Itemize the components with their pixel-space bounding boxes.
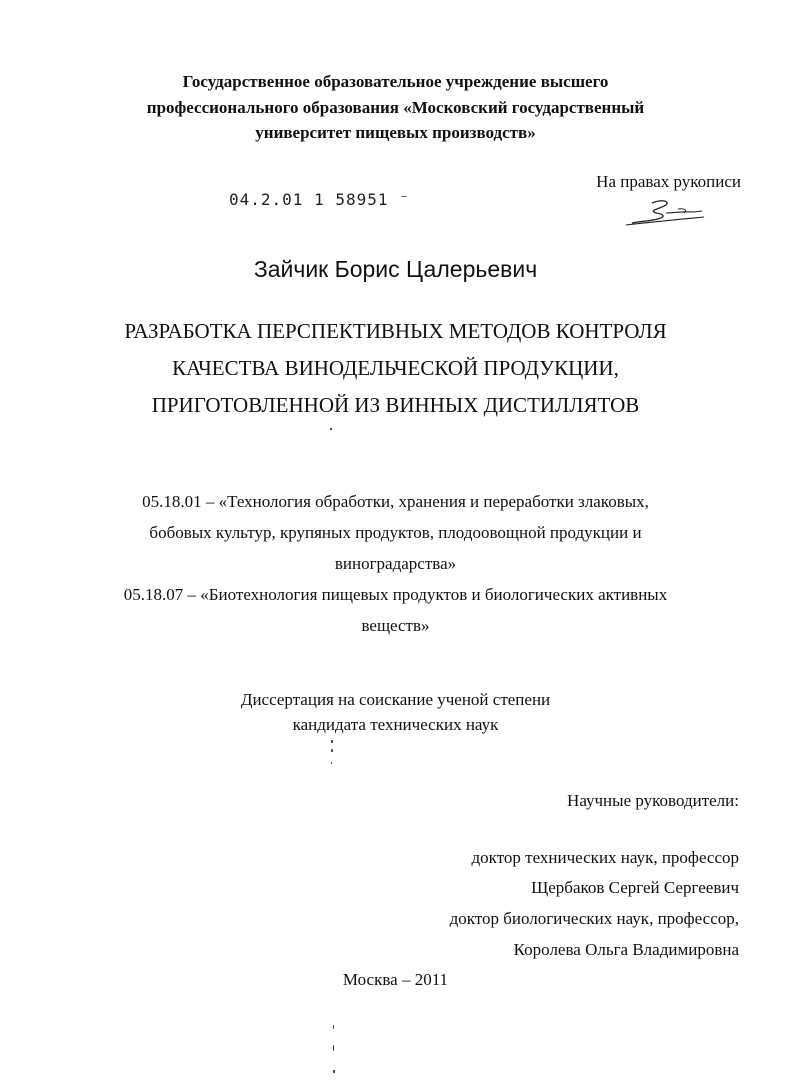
scan-speck	[333, 1045, 334, 1051]
scan-speck	[331, 749, 333, 752]
scan-speck	[331, 740, 333, 743]
scan-speck	[333, 1070, 335, 1073]
author-name: Зайчик Борис Цалерьевич	[253, 256, 538, 282]
supervisor-2-name: Королева Ольга Владимировна	[513, 940, 739, 959]
scan-speck	[330, 428, 332, 430]
scan-speck	[331, 762, 332, 764]
specialty-1-line-3: виноградарства»	[334, 554, 457, 573]
specialty-2-line-1: 05.18.07 – «Биотехнология пищевых продуктов и биологических активных	[123, 585, 668, 604]
registration-stamp: 04.2.01 1 58951 ⁻	[229, 190, 410, 209]
title-line-2: КАЧЕСТВА ВИНОДЕЛЬЧЕСКОЙ ПРОДУКЦИИ,	[172, 356, 619, 380]
handwritten-signature	[622, 193, 708, 231]
institution-line-1: Государственное образовательное учреждение высшего	[182, 72, 609, 91]
title-line-3: ПРИГОТОВЛЕННОЙ ИЗ ВИННЫХ ДИСТИЛЛЯТОВ	[151, 393, 640, 417]
supervisor-1-title: доктор технических наук, профессор	[471, 848, 739, 867]
degree-line-2: кандидата технических наук	[292, 715, 499, 734]
supervisor-2-title: доктор биологических наук, профессор,	[449, 909, 739, 928]
scan-speck	[333, 1025, 334, 1029]
degree-line-1: Диссертация на соискание ученой степени	[240, 690, 551, 709]
supervisors-heading: Научные руководители:	[567, 791, 739, 810]
institution-line-2: профессионального образования «Московский государственный	[146, 98, 645, 117]
specialty-1-line-2: бобовых культур, крупяных продуктов, плодоовощной продукции и	[149, 523, 642, 542]
supervisor-1-name: Щербаков Сергей Сергеевич	[531, 878, 739, 897]
city-year: Москва – 2011	[342, 970, 449, 989]
manuscript-note: На правах рукописи	[596, 172, 741, 191]
title-line-1: РАЗРАБОТКА ПЕРСПЕКТИВНЫХ МЕТОДОВ КОНТРОЛЯ	[124, 319, 667, 343]
specialty-1-line-1: 05.18.01 – «Технология обработки, хранения и переработки злаковых,	[142, 492, 649, 511]
institution-line-3: университет пищевых производств»	[255, 123, 536, 142]
specialty-2-line-2: веществ»	[361, 616, 430, 635]
